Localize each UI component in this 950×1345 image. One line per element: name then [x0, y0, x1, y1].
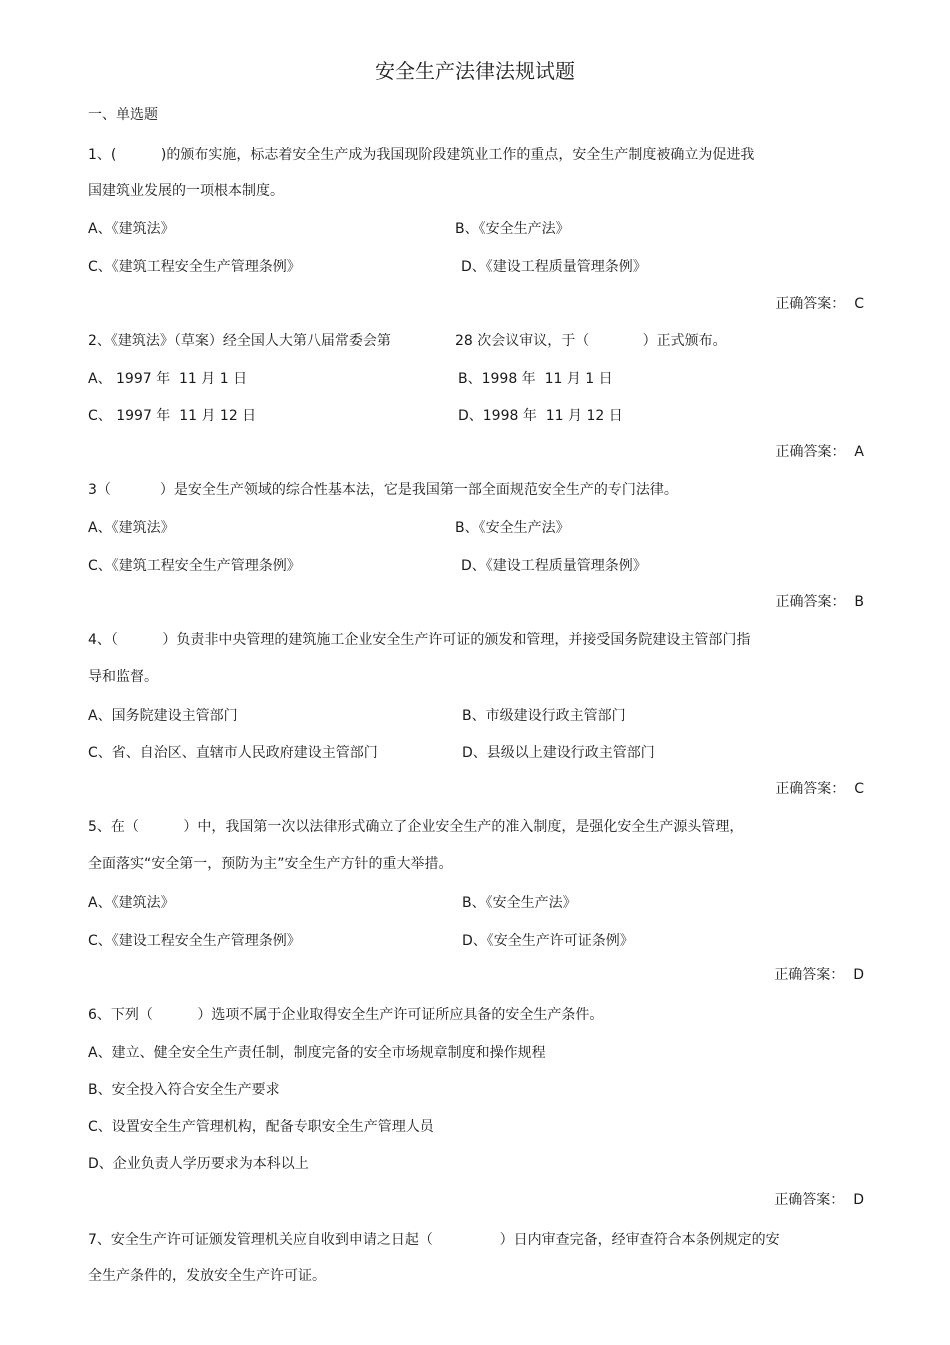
question-4-option-a: A、国务院建设主管部门 [88, 708, 238, 724]
question-3-option-b: B、《安全生产法》 [455, 520, 570, 536]
document-title: 安全生产法律法规试题 [375, 59, 575, 83]
question-1-option-c: C、《建筑工程安全生产管理条例》 [88, 259, 301, 275]
question-6-option-a: A、建立、健全安全生产责任制，制度完备的安全市场规章制度和操作规程 [88, 1045, 546, 1061]
question-6-option-b: B、安全投入符合安全生产要求 [88, 1082, 280, 1098]
question-2-option-d: D、1998 年 11 月 12 日 [458, 408, 623, 424]
question-4-option-c: C、省、自治区、直辖市人民政府建设主管部门 [88, 745, 378, 761]
question-1-text: 1、( )的颁布实施，标志着安全生产成为我国现阶段建筑业工作的重点，安全生产制度被确立为促进我 [88, 147, 755, 163]
section-heading: 一、单选题 [88, 107, 158, 123]
question-2-option-c: C、 1997 年 11 月 12 日 [88, 408, 257, 424]
question-7-text: 7、安全生产许可证颁发管理机关应自收到申请之日起（ ）日内审查完备，经审查符合本条例规定的安 [88, 1232, 780, 1248]
question-5-option-d: D、《安全生产许可证条例》 [462, 933, 634, 949]
question-6-text: 6、下列（ ）选项不属于企业取得安全生产许可证所应具备的安全生产条件。 [88, 1007, 604, 1023]
question-2-option-a: A、 1997 年 11 月 1 日 [88, 371, 248, 387]
question-3-answer: 正确答案： B [775, 594, 864, 610]
question-1-answer: 正确答案： C [775, 296, 864, 312]
question-4-text: 4、（ ）负责非中央管理的建筑施工企业安全生产许可证的颁发和管理，并接受国务院建设主管部门指 [88, 632, 751, 648]
question-5-option-a: A、《建筑法》 [88, 895, 175, 911]
question-2-text-cont: 28 次会议审议，于（ ）正式颁布。 [455, 333, 727, 349]
question-4-option-d: D、县级以上建设行政主管部门 [462, 745, 655, 761]
question-1-option-d: D、《建设工程质量管理条例》 [461, 259, 647, 275]
question-4-text-cont: 导和监督。 [88, 669, 158, 685]
question-3-option-d: D、《建设工程质量管理条例》 [461, 558, 647, 574]
question-6-option-c: C、设置安全生产管理机构，配备专职安全生产管理人员 [88, 1119, 434, 1135]
question-6-answer: 正确答案： D [774, 1192, 864, 1208]
question-4-option-b: B、市级建设行政主管部门 [462, 708, 626, 724]
question-5-option-b: B、《安全生产法》 [462, 895, 577, 911]
question-1-option-b: B、《安全生产法》 [455, 221, 570, 237]
question-1-text-cont: 国建筑业发展的一项根本制度。 [88, 183, 284, 199]
question-2-option-b: B、1998 年 11 月 1 日 [458, 371, 613, 387]
question-5-answer: 正确答案： D [774, 967, 864, 983]
question-3-text: 3（ ）是安全生产领域的综合性基本法，它是我国第一部全面规范安全生产的专门法律。 [88, 482, 678, 498]
question-3-option-c: C、《建筑工程安全生产管理条例》 [88, 558, 301, 574]
question-5-text: 5、在（ ）中，我国第一次以法律形式确立了企业安全生产的准入制度，是强化安全生产源头管理， [88, 819, 744, 835]
question-5-text-cont: 全面落实“安全第一，预防为主”安全生产方针的重大举措。 [88, 856, 453, 872]
question-2-answer: 正确答案： A [775, 444, 864, 460]
question-1-option-a: A、《建筑法》 [88, 221, 175, 237]
question-6-option-d: D、企业负责人学历要求为本科以上 [88, 1156, 309, 1172]
question-2-text: 2、《建筑法》（草案）经全国人大第八届常委会第 [88, 333, 391, 349]
question-7-text-cont: 全生产条件的，发放安全生产许可证。 [88, 1268, 326, 1284]
question-5-option-c: C、《建设工程安全生产管理条例》 [88, 933, 301, 949]
question-4-answer: 正确答案： C [775, 781, 864, 797]
question-3-option-a: A、《建筑法》 [88, 520, 175, 536]
